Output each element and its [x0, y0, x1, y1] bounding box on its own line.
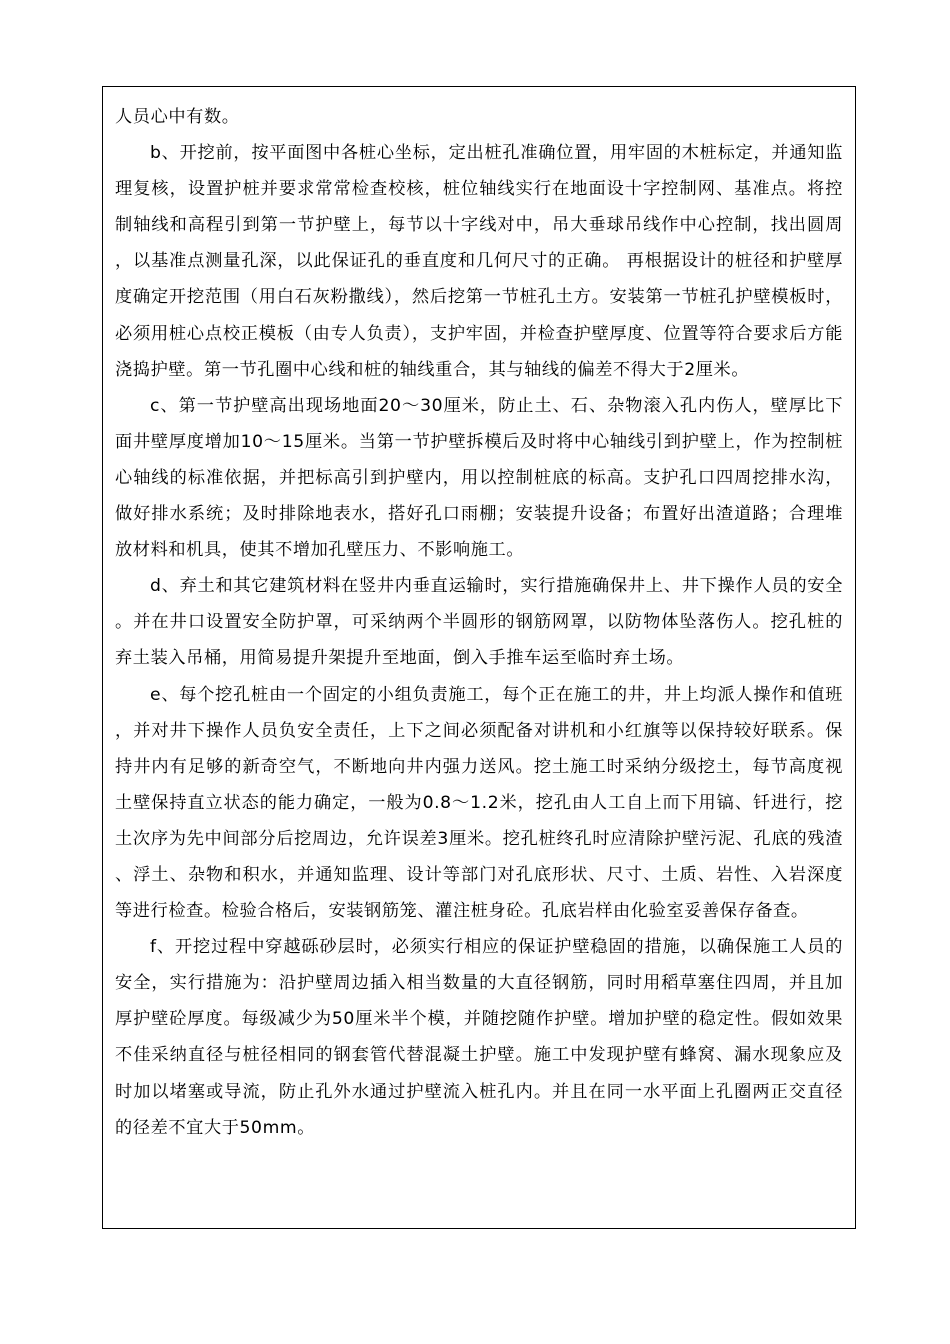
paragraph-e-team-and-excavation: e、每个挖孔桩由一个固定的小组负责施工，每个正在施工的井，井上均派人操作和值班，并对井下操作人员负安全责任，上下之间必须配备对讲机和小红旗等以保持较好联系。保持井内有足够的新奇空气，不断地向井内强力送风。挖土施工时采纳分级挖土，每节高度视土壁保持直立状态的能力确定，一般为0.8～1.2米，挖孔由人工自上而下用镐、钎进行，挖土次序为先中间部分后挖周边，允许误差3厘米。挖孔桩终孔时应清除护壁污泥、孔底的残渣、浮土、杂物和积水，并通知监理、设计等部门对孔底形状、尺寸、土质、岩性、入岩深度等进行检查。检验合格后，安装钢筋笼、灌注桩身砼。孔底岩样由化验室妥善保存备查。 — [115, 684, 843, 922]
paragraph-b-excavation-positioning: b、开挖前，按平面图中各桩心坐标，定出桩孔准确位置，用牢固的木桩标定，并通知监理复核，设置护桩并要求常常检查校核，桩位轴线实行在地面设十字控制网、基准点。将控制轴线和高程引到第一节护壁上，每节以十字线对中，吊大垂球吊线作中心控制，找出圆周，以基准点测量孔深，以此保证孔的垂直度和几何尺寸的正确。 再根据设计的桩径和护壁厚度确定开挖范围（用白石灰粉撒线），然后挖第一节桩孔土方。安装第一节桩孔护壁模板时，必须用桩心点校正模板（由专人负责），支护牢固，并检查护壁厚度、位置等符合要求后方能浇捣护壁。第一节孔圈中心线和桩的轴线重合，其与轴线的偏差不得大于2厘米。 — [115, 143, 843, 380]
document-body — [115, 99, 843, 1146]
paragraph-d-vertical-transport-safety: d、弃土和其它建筑材料在竖井内垂直运输时，实行措施确保井上、井下操作人员的安全。并在井口设置安全防护罩，可采纳两个半圆形的钢筋网罩，以防物体坠落伤人。挖孔桩的弃土装入吊桶，用简易提升架提升至地面，倒入手推车运至临时弃土场。 — [115, 576, 843, 669]
paragraph-continuation: 人员心中有数。 — [115, 107, 240, 127]
document-frame — [102, 86, 856, 1229]
paragraph-c-first-retaining-wall: c、第一节护壁高出现场地面20～30厘米，防止土、石、杂物滚入孔内伤人，壁厚比下面井壁厚度增加10～15厘米。当第一节护壁拆模后及时将中心轴线引到护壁上，作为控制桩心轴线的标准依据，并把标高引到护壁内，用以控制桩底的标高。支护孔口四周挖排水沟，做好排水系统；及时排除地表水，搭好孔口雨棚；安装提升设备；布置好出渣道路；合理堆放材料和机具，使其不增加孔壁压力、不影响施工。 — [115, 395, 843, 561]
paragraph-f-gravel-layer-measures: f、开挖过程中穿越砾砂层时，必须实行相应的保证护壁稳固的措施，以确保施工人员的安全，实行措施为：沿护壁周边插入相当数量的大直径钢筋，同时用稻草塞住四周，并且加厚护壁砼厚度。每级减少为50厘米半个模，并随挖随作护壁。增加护壁的稳定性。假如效果不佳采纳直径与桩径相同的钢套管代替混凝土护壁。施工中发现护壁有蜂窝、漏水现象应及时加以堵塞或导流，防止孔外水通过护壁流入桩孔内。并且在同一水平面上孔圈两正交直径的径差不宜大于50mm。 — [115, 937, 843, 1138]
